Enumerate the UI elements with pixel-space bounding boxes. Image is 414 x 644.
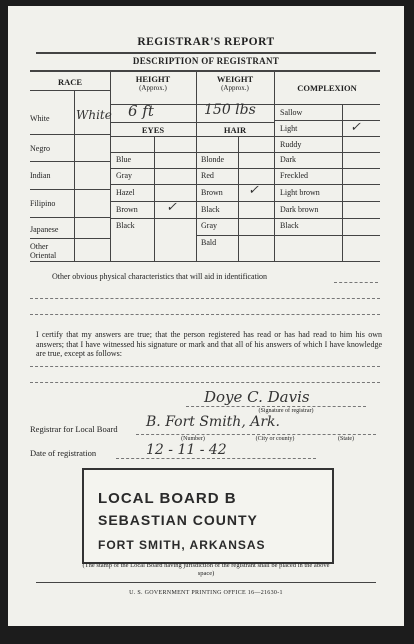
complexion-light: Light	[280, 124, 298, 133]
number-caption: (Number)	[181, 436, 205, 442]
complexion-light-brown: Light brown	[280, 188, 320, 197]
certification-text: I certify that my answers are true; that the person registered has read or has had read to him his own answers; that I have witnessed his signature or mark and that all of his answers of which I have knowledge are true, except as follows:	[36, 330, 382, 358]
check-mark-hair-brown: ✓	[248, 183, 259, 198]
eyes-header: EYES	[141, 125, 165, 135]
local-board-line	[136, 434, 376, 435]
eyes-hazel: Hazel	[116, 188, 135, 197]
option-row-rule	[110, 152, 380, 153]
title-rule	[36, 52, 376, 54]
hair-red: Red	[201, 171, 214, 180]
col-divider-eyes	[196, 122, 197, 261]
header-rule-eyes-hair	[110, 136, 274, 137]
handwritten-weight: 150 lbs	[204, 102, 256, 118]
hair-blonde: Blonde	[201, 155, 225, 164]
date-label: Date of registration	[30, 448, 97, 458]
stamp-instruction: (The stamp of the Local Board having jurisdiction of the registrant shall be placed in the above space)	[82, 562, 330, 577]
blank-line	[30, 314, 380, 315]
col-divider-complexion-mark	[342, 104, 343, 261]
complexion-header: COMPLEXION	[297, 83, 357, 93]
complexion-freckled: Freckled	[280, 171, 308, 180]
race-row-rule	[30, 217, 110, 218]
stamp-line-3: FORT SMITH, ARKANSAS	[98, 538, 266, 552]
race-row-rule	[30, 238, 110, 239]
race-negro: Negro	[30, 144, 50, 153]
hair-header: HAIR	[223, 125, 247, 135]
stamp-line-2: SEBASTIAN COUNTY	[98, 512, 258, 528]
stamp-line-1: LOCAL BOARD B	[98, 490, 237, 507]
race-indian: Indian	[30, 171, 51, 180]
race-other-oriental: Other Oriental	[30, 242, 57, 260]
option-row-rule	[110, 184, 380, 185]
registrar-signature: Doye C. Davis	[204, 388, 310, 406]
signature-caption: (Signature of registrar)	[258, 408, 314, 414]
hair-gray: Gray	[201, 221, 217, 230]
eyes-brown: Brown	[116, 205, 138, 214]
race-row-rule	[30, 161, 110, 162]
local-board-stamp	[82, 468, 334, 564]
option-row-rule	[274, 136, 380, 137]
handwritten-race: White	[76, 108, 112, 122]
col-divider-hair-mark	[238, 136, 239, 261]
race-row-rule	[30, 189, 110, 190]
blank-line	[30, 298, 380, 299]
eyes-black: Black	[116, 221, 135, 230]
option-row-rule	[110, 218, 380, 219]
race-header: RACE	[57, 77, 83, 87]
printing-office-footer: U. S. GOVERNMENT PRINTING OFFICE 16—21630-1	[129, 590, 283, 596]
form-title: REGISTRAR'S REPORT	[137, 36, 275, 48]
complexion-dark: Dark	[280, 155, 296, 164]
option-row-rule	[196, 235, 380, 236]
handwritten-local-board: B. Fort Smith, Ark.	[146, 414, 280, 430]
check-mark-eyes-brown: ✓	[166, 200, 177, 215]
header-rule-middle	[110, 122, 274, 123]
date-line	[116, 458, 316, 459]
table-top-border	[30, 70, 380, 72]
table-bottom-border	[30, 261, 380, 262]
race-japanese: Japanese	[30, 225, 59, 234]
signature-line	[186, 406, 366, 407]
check-mark-complexion-light: ✓	[350, 120, 361, 135]
col-divider-race	[110, 70, 111, 261]
col-divider-eyes-mark	[154, 136, 155, 261]
complexion-ruddy: Ruddy	[280, 140, 302, 149]
other-characteristics-label: Other obvious physical characteristics that will aid in identification	[52, 272, 268, 281]
hair-black: Black	[201, 205, 220, 214]
form-subtitle: DESCRIPTION OF REGISTRANT	[132, 56, 280, 66]
complexion-sallow: Sallow	[280, 108, 303, 117]
hair-brown: Brown	[201, 188, 223, 197]
race-mark-divider	[74, 90, 75, 261]
race-row-rule	[30, 134, 110, 135]
handwritten-date: 12 - 11 - 42	[146, 442, 227, 458]
blank-line	[30, 382, 380, 383]
state-caption: (State)	[338, 436, 354, 442]
option-row-rule	[110, 168, 380, 169]
hair-bald: Bald	[201, 238, 217, 247]
footer-rule	[36, 582, 376, 583]
complexion-dark-brown: Dark brown	[280, 205, 319, 214]
city-caption: (City or county)	[255, 436, 295, 442]
race-header-rule	[30, 90, 110, 91]
complexion-black: Black	[280, 221, 299, 230]
col-divider-weight	[274, 70, 275, 261]
option-row-rule	[110, 201, 380, 202]
height-header: HEIGHT (Approx.)	[135, 74, 171, 92]
blank-line	[30, 366, 380, 367]
other-characteristics-line	[334, 282, 378, 283]
eyes-gray: Gray	[116, 171, 132, 180]
weight-header: WEIGHT (Approx.)	[216, 74, 254, 92]
option-row-rule	[274, 120, 380, 121]
race-filipino: Filipino	[30, 199, 56, 208]
registrar-report-card	[8, 6, 404, 626]
eyes-blue: Blue	[116, 155, 132, 164]
race-white: White	[30, 114, 50, 123]
registrar-label: Registrar for Local Board	[30, 424, 118, 434]
handwritten-height: 6 ft	[128, 102, 154, 120]
